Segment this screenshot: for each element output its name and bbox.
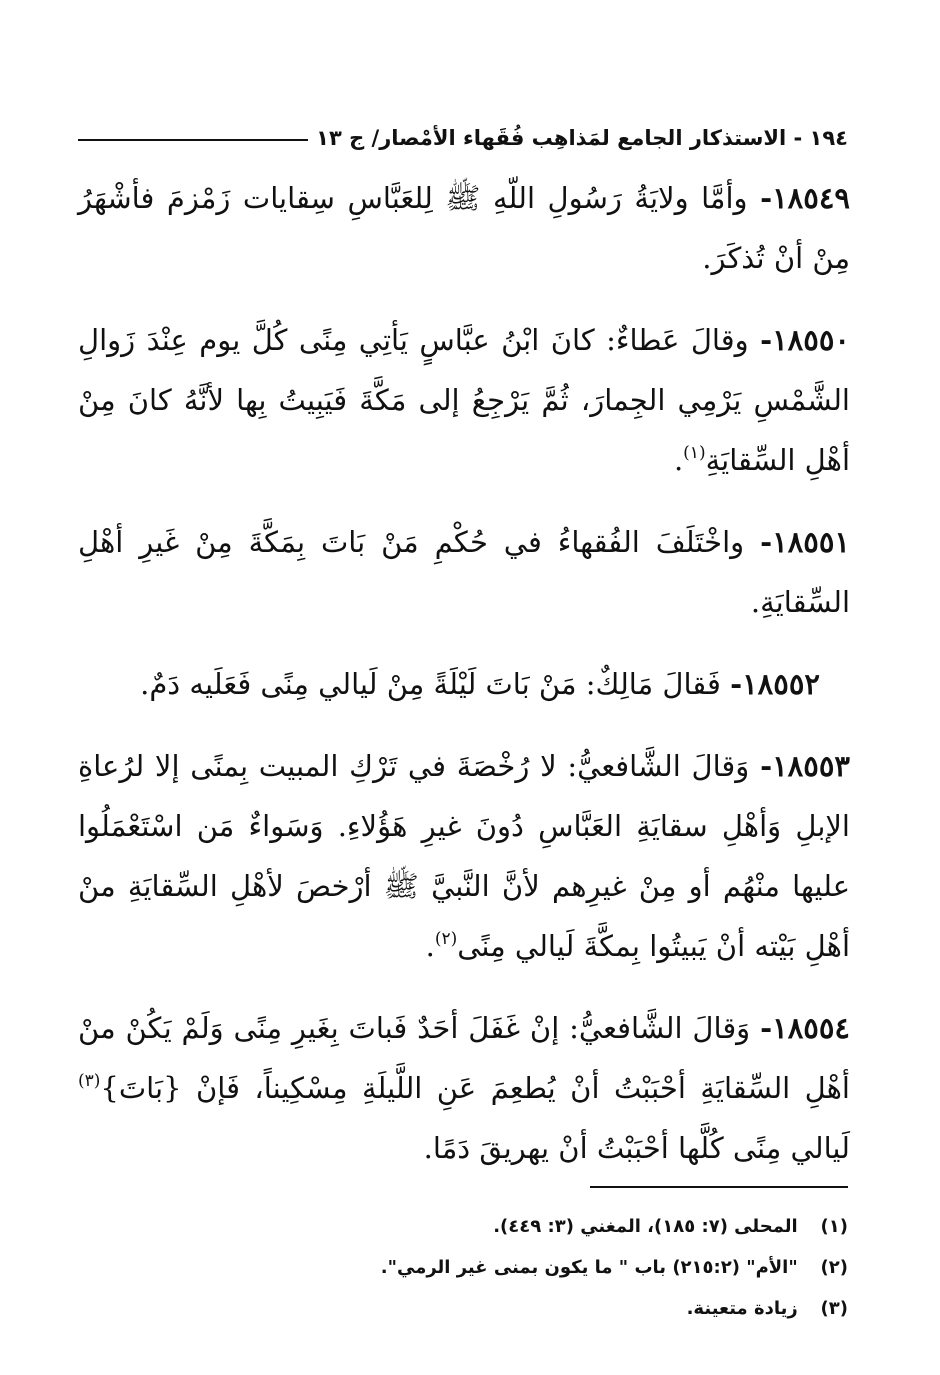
footnote-ref: (٢) — [434, 929, 458, 949]
main-text — [78, 168, 850, 1200]
paragraph-number: ١٨٥٥٣- — [760, 749, 850, 783]
header-rule — [78, 139, 308, 141]
paragraph-18551 — [78, 512, 850, 632]
paragraph-text: وَقالَ الشَّافعيُّ: إنْ غَفَلَ أحَدٌ فَباتَ بِغَيرِ مِنًى وَلَمْ يَكُنْ منْ أهْلِ السِّقايَةِ أحْبَبْتُ أنْ يُطعِمَ عَنِ اللَّيلَةِ مِسْكِيناً، فَإنْ {بَاتَ} — [78, 1011, 850, 1105]
footnote-marker: (٣) — [820, 1298, 848, 1319]
paragraph-text: وأمَّا ولايَةُ رَسُولِ اللّهِ ﷺ لِلعَبَّاسِ سِقايات زَمْزمَ فأشْهَرُ مِنْ أنْ تُذكَرَ. — [78, 181, 850, 275]
footnote-1 — [78, 1206, 848, 1247]
paragraph-number: ١٨٥٤٩- — [760, 181, 850, 215]
footnote-text: المحلى (٧: ١٨٥)، المغني (٣: ٤٤٩). — [493, 1216, 798, 1237]
paragraph-text: فَقالَ مَالِكٌ: مَنْ بَاتَ لَيْلَةً مِنْ لَيالي مِنًى فَعَلَيه دَمٌ. — [140, 667, 721, 701]
paragraph-text: وَقالَ الشَّافعيُّ: لا رُخْصَةَ في تَرْكِ المبيت بِمنًى إلا لرُعاةِ الإبلِ وَأهْلِ سقايَةِ العَبَّاسِ دُونَ غيرِ هَؤُلاءِ. وَسَواءٌ مَن اسْتَعْمَلُوا عليها منْهُم أو مِنْ غيرِهم لأنَّ النَّبيَّ ﷺ أرْخصَ لأهْلِ السِّقايَةِ منْ أهْلِ بَيْته أنْ يَبيتُوا بِمكَّةَ لَيالي مِنًى — [78, 749, 850, 963]
footnote-2 — [78, 1247, 848, 1288]
footnote-3 — [78, 1288, 848, 1329]
footnote-text: زيادة متعينة. — [686, 1298, 798, 1319]
paragraph-tail: لَيالي مِنًى كُلَّها أحْبَبْتُ أنْ يهريقَ دَمًا. — [423, 1131, 850, 1165]
paragraph-number: ١٨٥٥٢- — [730, 667, 820, 701]
paragraph-tail: . — [425, 929, 435, 963]
paragraph-number: ١٨٥٥٠- — [760, 323, 850, 357]
paragraph-18550 — [78, 310, 850, 490]
footnote-ref: (٣) — [78, 1071, 101, 1091]
footnote-divider — [590, 1186, 848, 1188]
footnote-text: "الأم" (٢١٥:٢) باب " ما يكون بمنى غير الرمي". — [380, 1257, 798, 1278]
paragraph-text: واخْتَلَفَ الفُقهاءُ في حُكْمِ مَنْ بَاتَ بِمَكَّةَ مِنْ غَيرِ أهْلِ السِّقايَةِ. — [78, 525, 850, 619]
paragraph-text: وقالَ عَطاءٌ: كانَ ابْنُ عبَّاسٍ يَأتِي مِنًى كُلَّ يوم عِنْدَ زَوالِ الشَّمْسِ يَرْمِي الجِمارَ، ثُمَّ يَرْجِعُ إلى مَكَّةَ فَيَبِيتُ بِها لأنَّهُ كانَ مِنْ أهْلِ السِّقايَةِ — [78, 323, 850, 477]
paragraph-18552 — [78, 654, 850, 714]
paragraph-number: ١٨٥٥٤- — [760, 1011, 851, 1045]
footnotes — [78, 1206, 848, 1329]
running-head-text: ١٩٤ - الاستذكار الجامع لمَذاهِب فُقَهاء الأمْصار/ ج ١٣ — [316, 126, 848, 150]
running-header — [78, 118, 848, 158]
footnote-ref: (١) — [683, 443, 706, 463]
footnote-marker: (٢) — [820, 1257, 848, 1278]
paragraph-18549 — [78, 168, 850, 288]
paragraph-number: ١٨٥٥١- — [760, 525, 851, 559]
paragraph-tail: . — [673, 443, 684, 477]
paragraph-18553 — [78, 736, 850, 976]
paragraph-18554 — [78, 998, 850, 1178]
footnote-marker: (١) — [820, 1216, 848, 1237]
